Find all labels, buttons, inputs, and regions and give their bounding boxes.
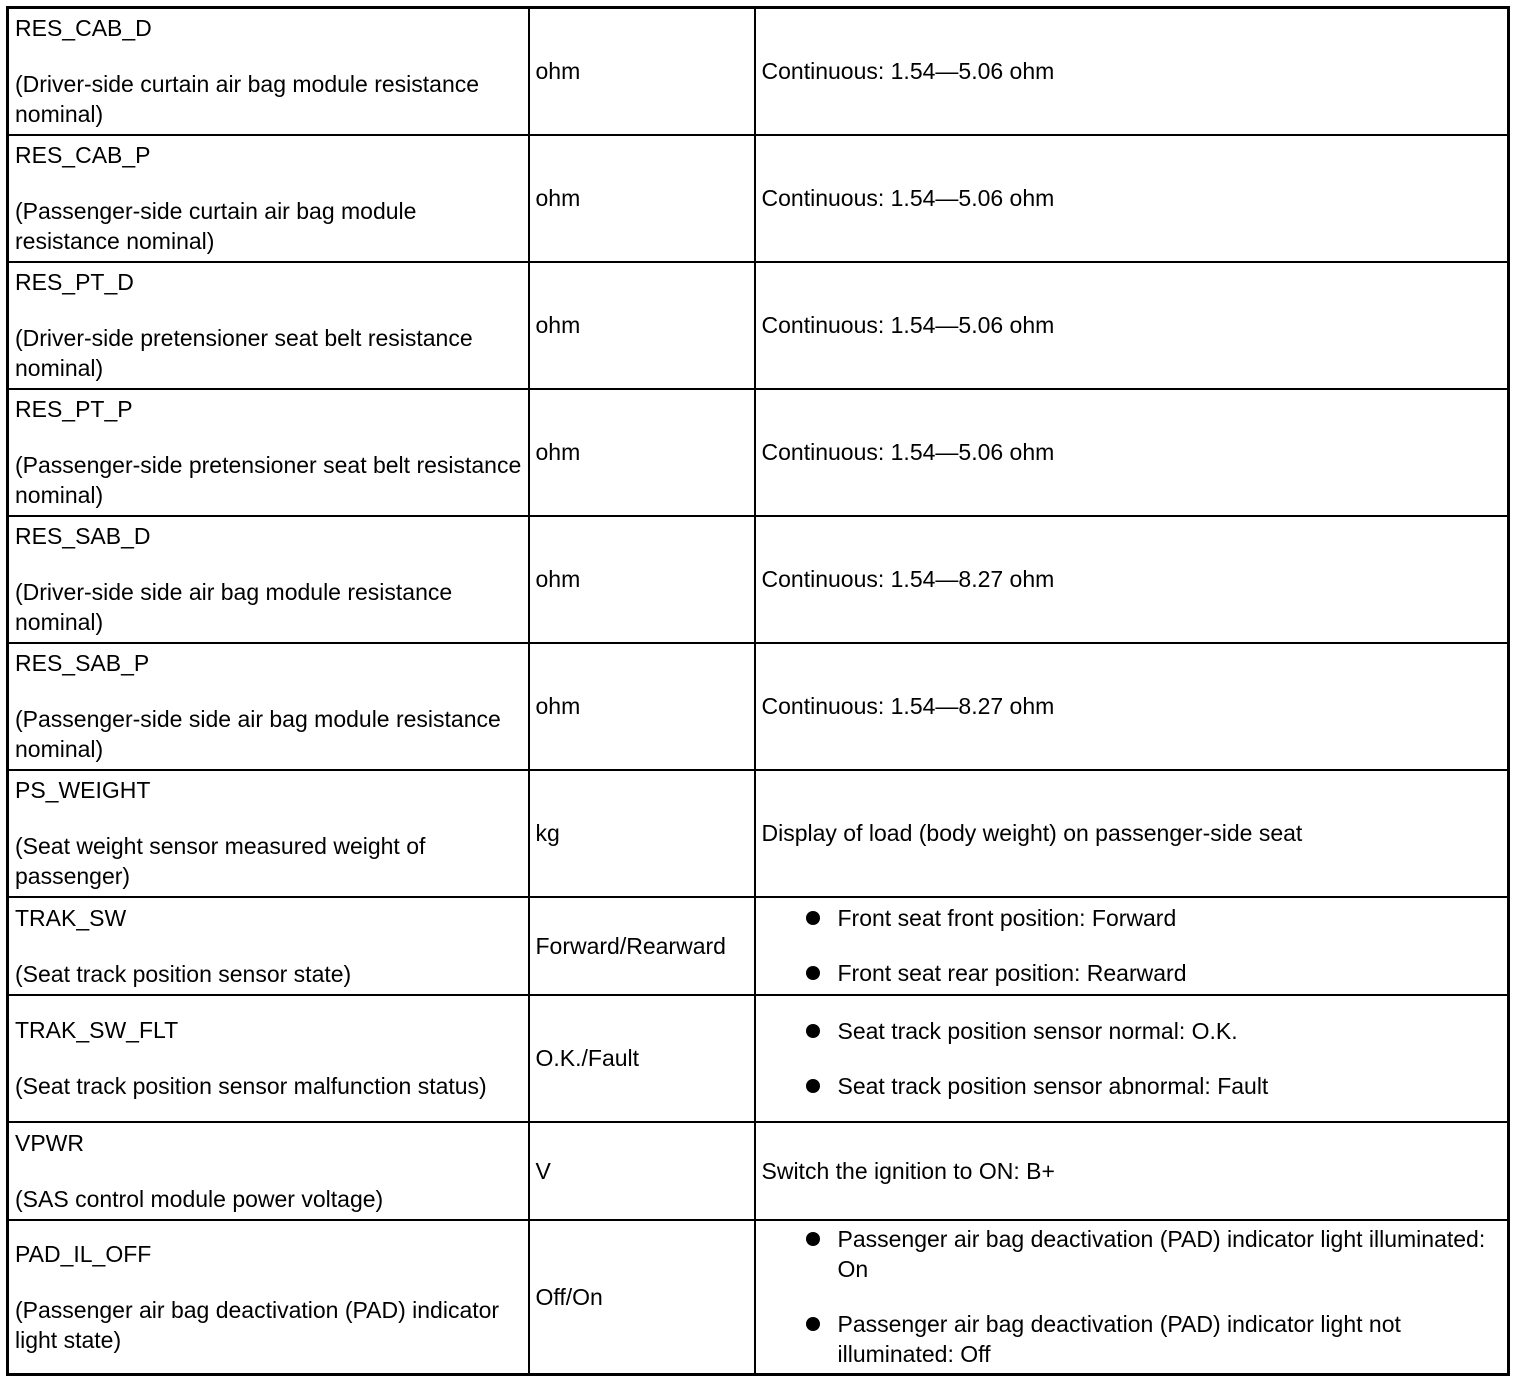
condition-cell: [755, 897, 1509, 995]
unit-cell: ohm: [529, 8, 755, 135]
unit-cell: ohm: [529, 389, 755, 516]
pid-name: RES_SAB_D: [15, 523, 151, 549]
list-item: [838, 1224, 1502, 1284]
condition-text: Seat track position sensor normal: O.K.: [837, 1017, 1238, 1044]
pid-name: TRAK_SW: [15, 904, 127, 931]
condition-cell: Switch the ignition to ON: B+: [755, 1122, 1509, 1220]
table-row: [8, 262, 1509, 389]
condition-cell: [755, 1220, 1509, 1375]
list-item: [838, 1309, 1502, 1369]
condition-cell: Continuous: 1.54—5.06 ohm: [755, 135, 1509, 262]
bullet-icon: [806, 1024, 820, 1038]
pid-cell: [8, 1122, 529, 1220]
pid-description: (Driver-side side air bag module resistance nominal): [15, 579, 453, 635]
unit-cell: ohm: [529, 516, 755, 643]
table-row: [8, 1220, 1509, 1375]
bullet-icon: [806, 911, 820, 925]
unit-cell: O.K./Fault: [529, 995, 755, 1122]
pid-cell: [8, 770, 529, 897]
pid-cell: [8, 1220, 529, 1375]
condition-cell: Continuous: 1.54—5.06 ohm: [755, 8, 1509, 135]
pid-name: RES_PT_D: [15, 269, 134, 295]
list-item: [838, 958, 1502, 988]
pid-specification-table: [6, 6, 1510, 1376]
pid-description: (Passenger air bag deactivation (PAD) indicator light state): [15, 1296, 500, 1353]
table-row: [8, 1122, 1509, 1220]
unit-cell: V: [529, 1122, 755, 1220]
pid-description: (Driver-side pretensioner seat belt resistance nominal): [15, 325, 473, 381]
list-item: [838, 1071, 1502, 1101]
condition-cell: Display of load (body weight) on passenger-side seat: [755, 770, 1509, 897]
pid-description: (Passenger-side curtain air bag module resistance nominal): [15, 198, 417, 254]
pid-name: RES_PT_P: [15, 396, 133, 422]
table-row: [8, 897, 1509, 995]
condition-text: Passenger air bag deactivation (PAD) indicator light not illuminated: Off: [837, 1311, 1401, 1368]
list-item: [838, 1016, 1502, 1046]
pid-name: RES_CAB_D: [15, 15, 152, 42]
pid-name: VPWR: [15, 1129, 84, 1156]
table-row: [8, 135, 1509, 262]
table-row: [8, 516, 1509, 643]
condition-cell: [755, 995, 1509, 1122]
condition-text: Front seat front position: Forward: [837, 905, 1177, 931]
unit-cell: Forward/Rearward: [529, 897, 755, 995]
pid-description: (Seat track position sensor malfunction status): [15, 1073, 487, 1099]
pid-cell: [8, 8, 529, 135]
condition-text: Passenger air bag deactivation (PAD) indicator light illuminated: On: [837, 1226, 1486, 1283]
pid-description: (Seat track position sensor state): [15, 960, 352, 987]
pid-description: (Passenger-side side air bag module resistance nominal): [15, 706, 501, 762]
condition-list: [762, 903, 1502, 988]
pid-cell: [8, 516, 529, 643]
condition-list: [762, 1224, 1502, 1369]
pid-name: RES_SAB_P: [15, 650, 150, 676]
pid-name: PS_WEIGHT: [15, 777, 151, 803]
unit-cell: ohm: [529, 643, 755, 770]
table-row: [8, 643, 1509, 770]
table-row: [8, 389, 1509, 516]
condition-cell: Continuous: 1.54—5.06 ohm: [755, 262, 1509, 389]
bullet-icon: [806, 1232, 820, 1246]
pid-name: PAD_IL_OFF: [15, 1240, 152, 1267]
unit-cell: Off/On: [529, 1220, 755, 1375]
pid-name: TRAK_SW_FLT: [15, 1017, 179, 1043]
table-row: [8, 8, 1509, 135]
condition-list: [762, 1016, 1502, 1101]
pid-cell: [8, 262, 529, 389]
pid-description: (Seat weight sensor measured weight of passenger): [15, 833, 426, 889]
pid-cell: [8, 135, 529, 262]
table-row: [8, 995, 1509, 1122]
unit-cell: ohm: [529, 135, 755, 262]
pid-cell: [8, 643, 529, 770]
condition-cell: Continuous: 1.54—5.06 ohm: [755, 389, 1509, 516]
pid-description: (Driver-side curtain air bag module resistance nominal): [15, 71, 480, 128]
condition-cell: Continuous: 1.54—8.27 ohm: [755, 643, 1509, 770]
pid-name: RES_CAB_P: [15, 142, 151, 168]
pid-cell: [8, 897, 529, 995]
list-item: [838, 903, 1502, 933]
table-row: [8, 770, 1509, 897]
pid-description: (Passenger-side pretensioner seat belt resistance nominal): [15, 452, 522, 508]
bullet-icon: [806, 1317, 820, 1331]
condition-text: Front seat rear position: Rearward: [837, 960, 1187, 986]
condition-cell: Continuous: 1.54—8.27 ohm: [755, 516, 1509, 643]
bullet-icon: [806, 1079, 820, 1093]
condition-text: Seat track position sensor abnormal: Fault: [837, 1072, 1269, 1099]
unit-cell: kg: [529, 770, 755, 897]
unit-cell: ohm: [529, 262, 755, 389]
pid-cell: [8, 389, 529, 516]
pid-description: (SAS control module power voltage): [15, 1185, 384, 1212]
pid-cell: [8, 995, 529, 1122]
bullet-icon: [806, 966, 820, 980]
